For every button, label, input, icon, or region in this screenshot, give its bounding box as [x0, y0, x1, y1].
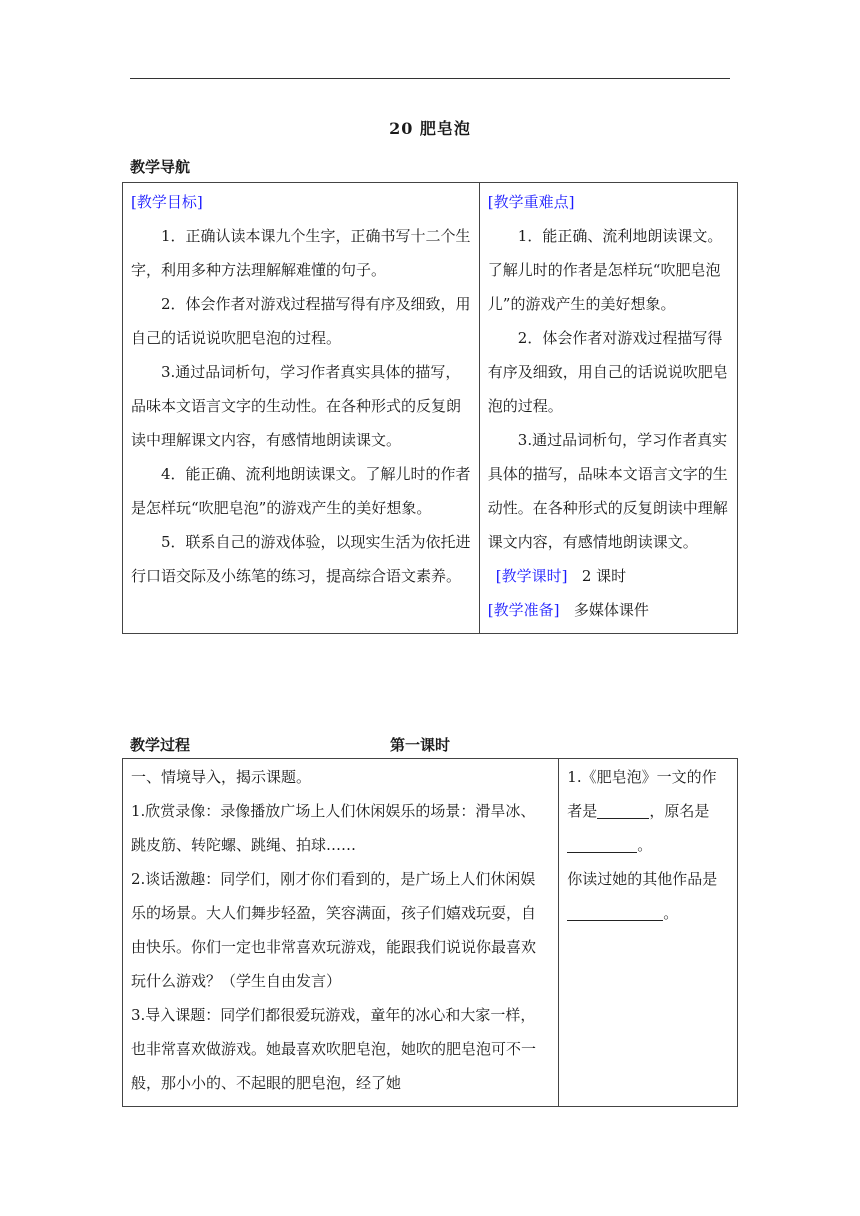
header-rule [130, 78, 730, 79]
keypoint-item: 1．能正确、流利地朗读课文。了解儿时的作者是怎样玩“吹肥皂泡儿”的游戏产生的美好想象。 [487, 227, 723, 313]
hours-line [488, 559, 729, 593]
lesson-heading: 第一课时 [390, 736, 451, 754]
prep-label: [教学准备] [487, 601, 560, 619]
process-step: 1.欣赏录像：录像播放广场上人们休闲娱乐的场景：滑旱冰、跳皮筋、转陀螺、跳绳、拍球…… [131, 802, 536, 854]
objective-item: 5．联系自己的游戏体验，以现实生活为依托进行口语交际及小练笔的练习，提高综合语文素养。 [131, 533, 471, 585]
prep-line [488, 593, 729, 627]
side-note-q2 [567, 862, 729, 930]
other-works-blank[interactable] [567, 900, 663, 921]
keypoint-item: 3.通过品词析句，学习作者真实具体的描写，品味本文语言文字的生动性。在各种形式的反复朗读中理解课文内容，有感情地朗读课文。 [487, 431, 728, 551]
hours-label: [教学课时] [495, 567, 568, 585]
keypoints-cell [479, 183, 737, 634]
keypoint-item: 2．体会作者对游戏过程描写得有序及细致，用自己的话说说吹肥皂泡的过程。 [487, 329, 728, 415]
process-heading: 教学过程 [130, 736, 191, 754]
nav-heading: 教学导航 [130, 158, 191, 176]
q1-text-b: ，原名是 [649, 802, 710, 820]
process-main-cell [123, 759, 559, 1107]
prep-value: 多媒体课件 [573, 601, 649, 619]
objectives-label: [教学目标] [131, 193, 203, 211]
objective-item: 1．正确认读本课九个生字，正确书写十二个生字，利用多种方法理解解难懂的句子。 [131, 227, 471, 279]
hours-value: 2 课时 [581, 567, 627, 585]
original-name-blank[interactable] [567, 832, 637, 853]
q1-text-c: 。 [637, 836, 653, 854]
page-title: 20 肥皂泡 [389, 119, 471, 138]
objective-item: 4．能正确、流利地朗读课文。了解儿时的作者是怎样玩“吹肥皂泡”的游戏产生的美好想象。 [131, 465, 471, 517]
side-note-cell [559, 759, 738, 1107]
q2-text-a: 你读过她的其他作品是 [567, 870, 718, 888]
keypoints-label: [教学重难点] [487, 193, 575, 211]
q2-text-b: 。 [663, 904, 679, 922]
process-step: 2.谈话激趣：同学们，刚才你们看到的，是广场上人们休闲娱乐的场景。大人们舞步轻盈，笑容满面，孩子们嬉戏玩耍，自由快乐。你们一定也非常喜欢玩游戏，能跟我们说说你最喜欢玩什么游戏？（学生自由发言） [131, 870, 537, 990]
objectives-cell [123, 183, 480, 634]
objective-item: 3.通过品词析句，学习作者真实具体的描写，品味本文语言文字的生动性。在各种形式的反复朗读中理解课文内容，有感情地朗读课文。 [131, 363, 462, 449]
q1-text-a: 1.《肥皂泡》一文的作者是 [567, 768, 717, 820]
author-blank[interactable] [597, 798, 649, 819]
process-step: 一、情境导入，揭示课题。 [131, 768, 312, 786]
objective-item: 2．体会作者对游戏过程描写得有序及细致，用自己的话说说吹肥皂泡的过程。 [131, 295, 471, 347]
process-table [122, 758, 738, 1107]
side-note-q1 [567, 760, 729, 862]
nav-table [122, 182, 738, 634]
process-step: 3.导入课题：同学们都很爱玩游戏，童年的冰心和大家一样，也非常喜欢做游戏。她最喜欢吹肥皂泡，她吹的肥皂泡可不一般，那小小的、不起眼的肥皂泡，经了她 [131, 1006, 537, 1092]
